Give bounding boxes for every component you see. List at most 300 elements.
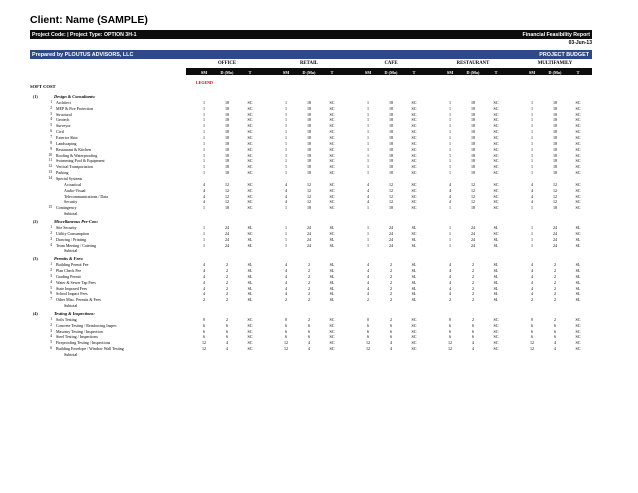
cell-value: 18 [307, 170, 311, 176]
project-code: Project Code: | Project Type: OPTION 3H-1 [32, 31, 137, 38]
cell-value: 24 [389, 242, 393, 248]
cell-value: 1 [203, 230, 205, 236]
cell-value: 12 [530, 340, 534, 346]
cell-value: 1 [531, 111, 533, 117]
cell-value: SL [575, 236, 581, 242]
cell-value: 1 [531, 140, 533, 146]
cell-value: 18 [307, 135, 311, 141]
cell-value: 12 [471, 187, 475, 193]
cell-value: 6 [554, 328, 556, 334]
cell-value: 12 [225, 181, 229, 187]
row-number: 2 [50, 322, 52, 327]
cell-value: 1 [449, 224, 451, 230]
cell-value: SC [329, 135, 335, 141]
row-number: 6 [50, 129, 52, 134]
subheader-sm: SM [364, 69, 372, 75]
row-number: 5 [50, 340, 52, 345]
cell-value: 4 [531, 181, 533, 187]
cell-value: 18 [225, 140, 229, 146]
subheader-sm: SM [200, 69, 208, 75]
cell-value: 18 [471, 146, 475, 152]
cell-value: SC [411, 105, 417, 111]
section-title: Permits & Fees: [54, 256, 84, 262]
cell-value: 1 [367, 164, 369, 170]
cell-value: 1 [531, 158, 533, 164]
row-number: 1 [50, 316, 52, 321]
cell-value: SL [247, 279, 253, 285]
cell-value: 2 [472, 316, 474, 322]
cell-value: SC [575, 158, 581, 164]
cell-value: 1 [285, 117, 287, 123]
cell-value: SC [493, 129, 499, 135]
cell-value: 0 [531, 316, 533, 322]
cell-value: SL [411, 285, 417, 291]
cell-value: 1 [367, 129, 369, 135]
cell-value: SL [575, 273, 581, 279]
row-label: Surveyor [56, 123, 71, 129]
row-number: 4 [50, 242, 52, 247]
cell-value: SC [411, 205, 417, 211]
cell-value: SC [411, 129, 417, 135]
cell-value: SC [411, 316, 417, 322]
cell-value: SL [411, 236, 417, 242]
cell-value: SC [411, 328, 417, 334]
cell-value: 4 [531, 267, 533, 273]
cell-value: SL [493, 262, 499, 268]
cell-value: SC [411, 181, 417, 187]
cell-value: SL [493, 279, 499, 285]
section-title: Miscellaneous Pre-Con: [54, 219, 99, 225]
cell-value: 18 [389, 205, 393, 211]
cell-value: SC [493, 199, 499, 205]
cell-value: 12 [553, 187, 557, 193]
cell-value: SL [493, 242, 499, 248]
cell-value: 6 [203, 322, 205, 328]
cell-value: SC [247, 111, 253, 117]
cell-value: 4 [285, 187, 287, 193]
cell-value: 24 [389, 224, 393, 230]
cell-value: 4 [367, 199, 369, 205]
cell-value: SC [493, 105, 499, 111]
cell-value: 18 [553, 140, 557, 146]
subheader-sm: SM [528, 69, 536, 75]
cell-value: 1 [531, 152, 533, 158]
cell-value: 12 [307, 187, 311, 193]
cell-value: 2 [308, 291, 310, 297]
cell-value: SL [575, 267, 581, 273]
subheader-duration: D (Mo) [302, 69, 316, 75]
cell-value: 4 [203, 279, 205, 285]
cell-value: 6 [226, 322, 228, 328]
cell-value: SC [493, 316, 499, 322]
cell-value: 18 [389, 111, 393, 117]
cell-value: SC [575, 328, 581, 334]
cell-value: 1 [285, 170, 287, 176]
cell-value: 6 [531, 328, 533, 334]
row-number: 11 [48, 158, 52, 163]
cell-value: SC [575, 129, 581, 135]
cell-value: 1 [531, 105, 533, 111]
cell-value: 18 [553, 152, 557, 158]
cell-value: 18 [389, 146, 393, 152]
cell-value: 2 [226, 273, 228, 279]
cell-value: 12 [530, 346, 534, 352]
cell-value: 12 [389, 187, 393, 193]
cell-value: 18 [553, 158, 557, 164]
cell-value: 2 [308, 279, 310, 285]
row-number: 1 [50, 224, 52, 229]
section-number: (1) [33, 94, 38, 99]
cell-value: SC [329, 187, 335, 193]
cell-value: 1 [531, 230, 533, 236]
cell-value: SC [247, 205, 253, 211]
cell-value: SL [411, 297, 417, 303]
cell-value: 18 [471, 140, 475, 146]
cell-value: 6 [449, 328, 451, 334]
cell-value: 18 [307, 164, 311, 170]
cell-value: 4 [531, 279, 533, 285]
cell-value: 18 [553, 164, 557, 170]
cell-value: 2 [308, 285, 310, 291]
cell-value: 2 [472, 279, 474, 285]
row-number: 3 [50, 236, 52, 241]
cell-value: 2 [308, 267, 310, 273]
row-number: 1 [50, 99, 52, 104]
cell-value: 18 [307, 158, 311, 164]
row-label: Civil [56, 129, 65, 135]
report-name: Financial Feasibility Report [522, 31, 590, 38]
cell-value: SL [575, 285, 581, 291]
cell-value: 24 [389, 230, 393, 236]
cell-value: SL [247, 242, 253, 248]
cell-value: SC [411, 111, 417, 117]
cell-value: 1 [203, 158, 205, 164]
cell-value: 18 [389, 129, 393, 135]
cell-value: SC [575, 164, 581, 170]
cell-value: 4 [285, 273, 287, 279]
cell-value: 1 [449, 158, 451, 164]
cell-value: 18 [471, 164, 475, 170]
cell-value: 4 [390, 340, 392, 346]
cell-value: 4 [531, 291, 533, 297]
cell-value: SC [329, 205, 335, 211]
row-number: 12 [48, 164, 52, 169]
cell-value: 1 [531, 242, 533, 248]
cell-value: 1 [203, 111, 205, 117]
cell-value: SC [575, 123, 581, 129]
cell-value: 6 [449, 322, 451, 328]
column-header-retail: RETAIL [299, 61, 319, 66]
row-label: Parking [56, 170, 69, 176]
cell-value: 4 [531, 187, 533, 193]
cell-value: 12 [225, 193, 229, 199]
cell-value: SC [493, 193, 499, 199]
cell-value: SC [575, 340, 581, 346]
prepared-bar [30, 50, 592, 59]
cell-value: 4 [308, 340, 310, 346]
cell-value: 0 [203, 316, 205, 322]
cell-value: SC [247, 164, 253, 170]
row-number: 4 [50, 117, 52, 122]
row-number: 5 [50, 285, 52, 290]
cell-value: 12 [307, 199, 311, 205]
cell-value: 18 [307, 99, 311, 105]
cell-value: 18 [471, 105, 475, 111]
cell-value: SC [247, 346, 253, 352]
cell-value: SL [247, 297, 253, 303]
cell-value: 1 [367, 123, 369, 129]
cell-value: SC [411, 117, 417, 123]
cell-value: 2 [554, 316, 556, 322]
cell-value: 1 [203, 129, 205, 135]
cell-value: 1 [449, 129, 451, 135]
cell-value: SC [493, 170, 499, 176]
row-label: MEP & Fire Protection [56, 105, 94, 111]
cell-value: SC [575, 181, 581, 187]
cell-value: 4 [226, 340, 228, 346]
row-label: Grading Permit [56, 273, 81, 279]
cell-value: 1 [285, 140, 287, 146]
cell-value: 24 [307, 230, 311, 236]
cell-value: SL [411, 267, 417, 273]
report-date: 03-Jun-13 [568, 40, 592, 46]
cell-value: SC [493, 181, 499, 187]
cell-value: 4 [285, 193, 287, 199]
cell-value: SC [329, 170, 335, 176]
cell-value: SL [329, 279, 335, 285]
cell-value: 1 [285, 105, 287, 111]
row-number: 6 [50, 291, 52, 296]
cell-value: 2 [226, 316, 228, 322]
cell-value: 1 [203, 99, 205, 105]
cell-value: 18 [389, 123, 393, 129]
cell-value: 6 [285, 322, 287, 328]
cell-value: SL [247, 291, 253, 297]
cell-value: 2 [390, 267, 392, 273]
cell-value: SC [411, 193, 417, 199]
subheader-duration: D (Mo) [384, 69, 398, 75]
cell-value: 18 [225, 117, 229, 123]
cell-value: SC [411, 340, 417, 346]
cell-value: SC [247, 158, 253, 164]
cell-value: 18 [225, 164, 229, 170]
cell-value: 1 [449, 135, 451, 141]
cell-value: SC [411, 164, 417, 170]
cell-value: 12 [448, 346, 452, 352]
cell-value: SC [493, 205, 499, 211]
cell-value: SC [493, 111, 499, 117]
cell-value: 4 [449, 199, 451, 205]
cell-value: SC [575, 117, 581, 123]
cell-value: SL [247, 273, 253, 279]
cell-value: SC [575, 99, 581, 105]
cell-value: SC [411, 99, 417, 105]
cell-value: 12 [202, 340, 206, 346]
cell-value: 2 [390, 279, 392, 285]
cell-value: 18 [471, 205, 475, 211]
cell-value: 1 [367, 224, 369, 230]
row-label: Subtotal [64, 303, 78, 309]
cell-value: 1 [203, 224, 205, 230]
cell-value: 1 [285, 205, 287, 211]
cell-value: 1 [203, 117, 205, 123]
cell-value: SL [329, 285, 335, 291]
cell-value: 6 [554, 322, 556, 328]
cell-value: SC [329, 328, 335, 334]
cell-value: 4 [203, 193, 205, 199]
cell-value: SC [247, 322, 253, 328]
cell-value: 18 [553, 117, 557, 123]
cell-value: SC [329, 199, 335, 205]
cell-value: 12 [366, 346, 370, 352]
cell-value: SC [411, 158, 417, 164]
cell-value: SL [247, 224, 253, 230]
cell-value: 1 [367, 99, 369, 105]
cell-value: 24 [307, 242, 311, 248]
cell-value: 24 [553, 224, 557, 230]
cell-value: SL [329, 224, 335, 230]
cell-value: 0 [367, 316, 369, 322]
cell-value: 1 [531, 236, 533, 242]
cell-value: 12 [471, 181, 475, 187]
cell-value: 1 [449, 242, 451, 248]
cell-value: 1 [531, 99, 533, 105]
cell-value: 1 [285, 242, 287, 248]
cell-value: 18 [389, 158, 393, 164]
cell-value: SC [411, 170, 417, 176]
cell-value: 4 [203, 262, 205, 268]
cell-value: 1 [531, 224, 533, 230]
cell-value: 4 [203, 181, 205, 187]
cell-value: SL [575, 262, 581, 268]
cell-value: 18 [389, 170, 393, 176]
cell-value: 1 [203, 105, 205, 111]
cell-value: 1 [285, 224, 287, 230]
cell-value: 1 [203, 123, 205, 129]
cell-value: 1 [203, 164, 205, 170]
row-label: School Impact Fees [56, 291, 88, 297]
subheader-type: T [248, 69, 252, 75]
project-bar [30, 30, 592, 39]
cell-value: 12 [448, 340, 452, 346]
cell-value: 4 [367, 279, 369, 285]
cell-value: SC [411, 140, 417, 146]
cell-value: SC [575, 316, 581, 322]
cell-value: SL [247, 262, 253, 268]
cell-value: SL [329, 267, 335, 273]
cell-value: 2 [554, 273, 556, 279]
cell-value: SC [329, 105, 335, 111]
cell-value: 4 [285, 262, 287, 268]
row-label: Acoustical [64, 181, 82, 187]
cell-value: SC [575, 170, 581, 176]
row-number: 3 [50, 273, 52, 278]
row-number: 1 [50, 262, 52, 267]
section-number: (4) [33, 310, 38, 316]
cell-value: 1 [449, 117, 451, 123]
row-label: Structural [56, 111, 72, 117]
cell-value: 4 [203, 187, 205, 193]
cell-value: 1 [367, 105, 369, 111]
cell-value: 6 [285, 334, 287, 340]
cell-value: SC [329, 230, 335, 236]
prepared-by: Prepared by PLOUTUS ADVISORS, LLC [32, 51, 134, 58]
cell-value: 4 [285, 267, 287, 273]
subheader-type: T [494, 69, 498, 75]
cell-value: 1 [449, 205, 451, 211]
cell-value: 12 [225, 187, 229, 193]
cell-value: 18 [225, 158, 229, 164]
row-number: 2 [50, 105, 52, 110]
subheader-sm: SM [446, 69, 454, 75]
cell-value: SL [575, 224, 581, 230]
cell-value: 1 [203, 146, 205, 152]
row-number: 5 [50, 123, 52, 128]
cell-value: SC [411, 123, 417, 129]
cell-value: SC [247, 146, 253, 152]
cell-value: SC [247, 170, 253, 176]
cell-value: 4 [203, 267, 205, 273]
cell-value: 18 [471, 158, 475, 164]
cell-value: SC [329, 181, 335, 187]
row-label: Soils Testing [56, 316, 77, 322]
cell-value: SL [247, 267, 253, 273]
cell-value: 1 [449, 152, 451, 158]
subheader-sm: SM [282, 69, 290, 75]
cell-value: 4 [285, 181, 287, 187]
row-label: Architect [56, 99, 71, 105]
cell-value: 1 [285, 236, 287, 242]
cell-value: 24 [389, 236, 393, 242]
cell-value: 2 [472, 297, 474, 303]
cell-value: SC [247, 316, 253, 322]
cell-value: 12 [389, 199, 393, 205]
cell-value: 18 [225, 146, 229, 152]
row-label: Audio-Visual [64, 187, 86, 193]
cell-value: SC [575, 230, 581, 236]
cell-value: 4 [226, 346, 228, 352]
cell-value: SL [329, 273, 335, 279]
subheader-type: T [330, 69, 334, 75]
cell-value: 1 [449, 140, 451, 146]
cell-value: SC [247, 328, 253, 334]
cell-value: 18 [307, 146, 311, 152]
cell-value: 6 [367, 334, 369, 340]
cell-value: 2 [472, 291, 474, 297]
cell-value: 4 [531, 273, 533, 279]
cell-value: 4 [367, 187, 369, 193]
cell-value: 1 [449, 146, 451, 152]
cell-value: 2 [390, 285, 392, 291]
cell-value: 4 [203, 285, 205, 291]
cell-value: 18 [225, 105, 229, 111]
cell-value: 1 [367, 140, 369, 146]
cell-value: SC [575, 187, 581, 193]
cell-value: SC [329, 164, 335, 170]
cell-value: 18 [553, 123, 557, 129]
cell-value: 2 [472, 285, 474, 291]
row-number: 7 [50, 297, 52, 302]
subheader-duration: D (Mo) [466, 69, 480, 75]
cell-value: 18 [307, 152, 311, 158]
cell-value: 6 [472, 322, 474, 328]
cell-value: 12 [553, 199, 557, 205]
cell-value: 4 [285, 199, 287, 205]
cell-value: 18 [225, 135, 229, 141]
cell-value: 1 [531, 129, 533, 135]
cell-value: 1 [367, 135, 369, 141]
cell-value: 4 [472, 340, 474, 346]
